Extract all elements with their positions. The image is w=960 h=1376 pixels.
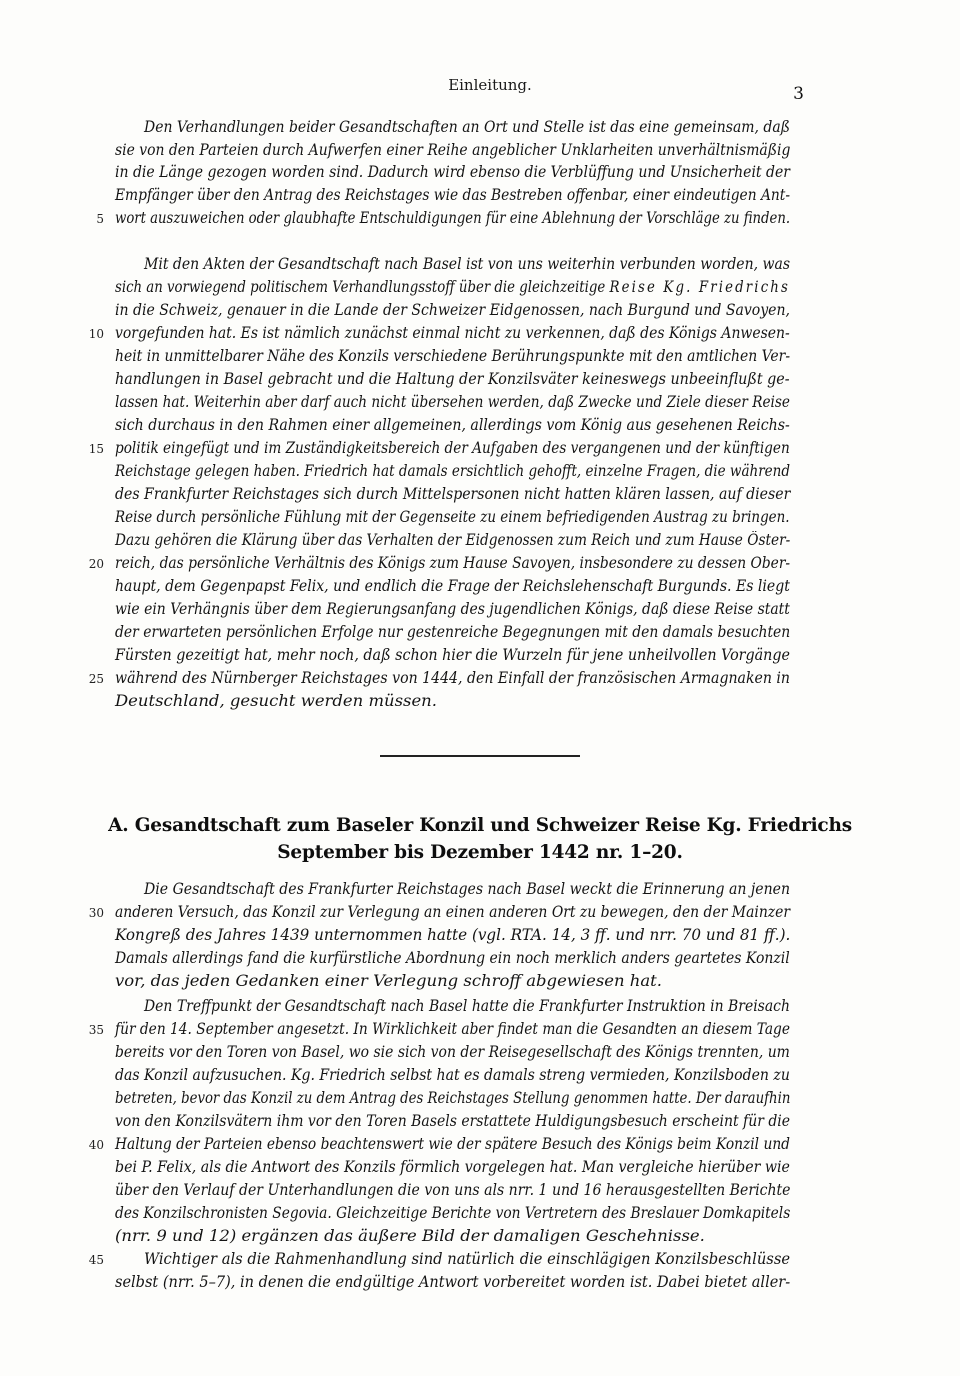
text-line: Deutschland, gesucht werden müssen. — [115, 692, 437, 710]
text-line: für den 14. September angesetzt. In Wirklichkeit aber findet man die Gesandten an diesem Tage — [115, 1020, 790, 1038]
text-line: lassen hat. Weiterhin aber darf auch nicht übersehen werden, daß Zwecke und Ziele dieser Reise — [115, 393, 790, 411]
text-line: Die Gesandtschaft des Frankfurter Reichstages nach Basel weckt die Erinnerung an jenen — [144, 880, 791, 898]
margin-line-number: 40 — [88, 1138, 104, 1152]
text-line: Dazu gehören die Klärung über das Verhalten der Eidgenossen zum Reich und zum Hause Öster- — [115, 531, 791, 549]
text-line: anderen Versuch, das Konzil zur Verlegung an einen anderen Ort zu bewegen, den der Mainzer — [115, 903, 791, 921]
text-line — [115, 278, 790, 296]
text-line: vorgefunden hat. Es ist nämlich zunächst einmal nicht zu verkennen, daß des Königs Anwesen- — [115, 324, 790, 342]
text-line: haupt, dem Gegenpapst Felix, und endlich die Frage der Reichslehenschaft Burgunds. Es liegt — [115, 577, 790, 595]
section-heading: A. Gesandtschaft zum Baseler Konzil und Schweizer Reise Kg. Friedrichs — [108, 815, 852, 836]
margin-line-number: 25 — [88, 672, 104, 686]
text-line: politik eingefügt und im Zuständigkeitsbereich der Aufgaben des vergangenen und der künftigen — [115, 439, 790, 457]
text-line: heit in unmittelbarer Nähe des Konzils verschiedene Berührungspunkte mit den amtlichen Ver- — [115, 347, 791, 365]
text-line: des Frankfurter Reichstages sich durch Mittelspersonen nicht hatten klären lassen, auf dieser — [115, 485, 791, 503]
margin-line-number: 10 — [88, 327, 104, 341]
margin-line-number: 5 — [96, 212, 104, 226]
margin-line-number: 20 — [88, 557, 104, 571]
text-line: bereits vor den Toren von Basel, wo sie sich von der Reisegesellschaft des Königs trennten, um — [115, 1043, 790, 1061]
text-line: wort auszuweichen oder glaubhafte Entschuldigungen für eine Ablehnung der Vorschläge zu finden. — [115, 209, 791, 227]
margin-line-number: 45 — [88, 1253, 104, 1267]
page-number: 3 — [793, 84, 804, 104]
text-line: das Konzil aufzusuchen. Kg. Friedrich selbst hat es damals streng vermieden, Konzilsboden zu — [115, 1066, 790, 1084]
running-head: Einleitung. — [448, 76, 532, 94]
text-line: Damals allerdings fand die kurfürstliche Abordnung ein noch merklich anders geartetes Konzil — [115, 949, 790, 967]
section-heading-subline: September bis Dezember 1442 nr. 1–20. — [277, 842, 683, 863]
text-line: Reichstage gelegen haben. Friedrich hat damals ersichtlich gehofft, einzelne Fragen, die während — [115, 462, 790, 480]
text-line: bei P. Felix, als die Antwort des Konzils förmlich vorgelegen hat. Man vergleiche hierüber wie — [115, 1158, 790, 1176]
text-line: Empfänger über den Antrag des Reichstages wie das Bestreben offenbar, einer eindeutigen Ant- — [115, 186, 791, 204]
text-line: Den Treffpunkt der Gesandtschaft nach Basel hatte die Frankfurter Instruktion in Breisach — [144, 997, 790, 1015]
text-line: handlungen in Basel gebracht und die Haltung der Konzilsväter keineswegs unbeeinflußt ge- — [115, 370, 790, 388]
text-line: Mit den Akten der Gesandtschaft nach Basel ist von uns weiterhin verbunden worden, was — [144, 255, 791, 273]
text-line: während des Nürnberger Reichstages von 1444, den Einfall der französischen Armagnaken in — [115, 669, 791, 687]
text-line: Reise durch persönliche Fühlung mit der Gegenseite zu einem befriedigenden Austrag zu bringen. — [115, 508, 790, 526]
text-line: wie ein Verhängnis über dem Regierungsanfang des jugendlichen Königs, daß diese Reise statt — [115, 600, 790, 618]
margin-line-number: 15 — [88, 442, 104, 456]
text-span: sich an vorwiegend politischem Verhandlungsstoff über die gleichzeitige — [115, 278, 606, 296]
text-line: in die Länge gezogen worden sind. Dadurch wird ebenso die Verblüffung und Unsicherheit der — [115, 163, 790, 181]
margin-line-number: 30 — [88, 906, 104, 920]
text-line: Kongreß des Jahres 1439 unternommen hatte (vgl. RTA. 14, 3 ff. und nrr. 70 und 81 ff.). — [115, 926, 791, 944]
text-line: Wichtiger als die Rahmenhandlung sind natürlich die einschlägigen Konzilsbeschlüsse — [144, 1250, 791, 1268]
text-line: selbst (nrr. 5–7), in denen die endgültige Antwort vorbereitet worden ist. Dabei bietet aller- — [115, 1273, 791, 1291]
text-line: Den Verhandlungen beider Gesandtschaften an Ort und Stelle ist das eine gemeinsam, daß — [144, 118, 790, 136]
text-line: sie von den Parteien durch Aufwerfen einer Reihe angeblicher Unklarheiten unverhältnismäßig — [115, 141, 791, 159]
text-line: der erwarteten persönlichen Erfolge nur gestenreiche Begegnungen mit den damals besuchten — [115, 623, 791, 641]
text-line: sich durchaus in den Rahmen einer allgemeinen, allerdings vom König aus gesehenen Reichs- — [115, 416, 790, 434]
text-line: betreten, bevor das Konzil zu dem Antrag des Reichstages Stellung genommen hatte. Der daraufhin — [115, 1089, 791, 1107]
text-line: reich, das persönliche Verhältnis des Königs zum Hause Savoyen, insbesondere zu dessen Ober- — [115, 554, 791, 572]
text-line: von den Konzilsvätern ihm vor den Toren Basels erstattete Huldigungsbesuch erscheint für die — [115, 1112, 791, 1130]
text-line: vor, das jeden Gedanken einer Verlegung schroff abgewiesen hat. — [115, 972, 663, 990]
text-line: in die Schweiz, genauer in die Lande der Schweizer Eidgenossen, nach Burgund und Savoyen, — [115, 301, 790, 319]
section-separator — [380, 755, 580, 757]
text-line: des Konzilschronisten Segovia. Gleichzeitige Berichte von Vertretern des Breslauer Domkapitels — [115, 1204, 791, 1222]
spaced-emphasis: Reise Kg. Friedrichs — [609, 278, 790, 296]
text-line: Fürsten gezeitigt hat, mehr noch, daß schon hier die Wurzeln für jene unheilvollen Vorgänge — [115, 646, 791, 664]
text-line: über den Verlauf der Unterhandlungen die von uns als nrr. 1 und 16 herausgestellten Berichte — [115, 1181, 791, 1199]
text-line: Haltung der Parteien ebenso beachtenswert wie der spätere Besuch des Königs beim Konzil und — [115, 1135, 791, 1153]
margin-line-number: 35 — [88, 1023, 104, 1037]
text-line: (nrr. 9 und 12) ergänzen das äußere Bild der damaligen Geschehnisse. — [115, 1227, 705, 1245]
